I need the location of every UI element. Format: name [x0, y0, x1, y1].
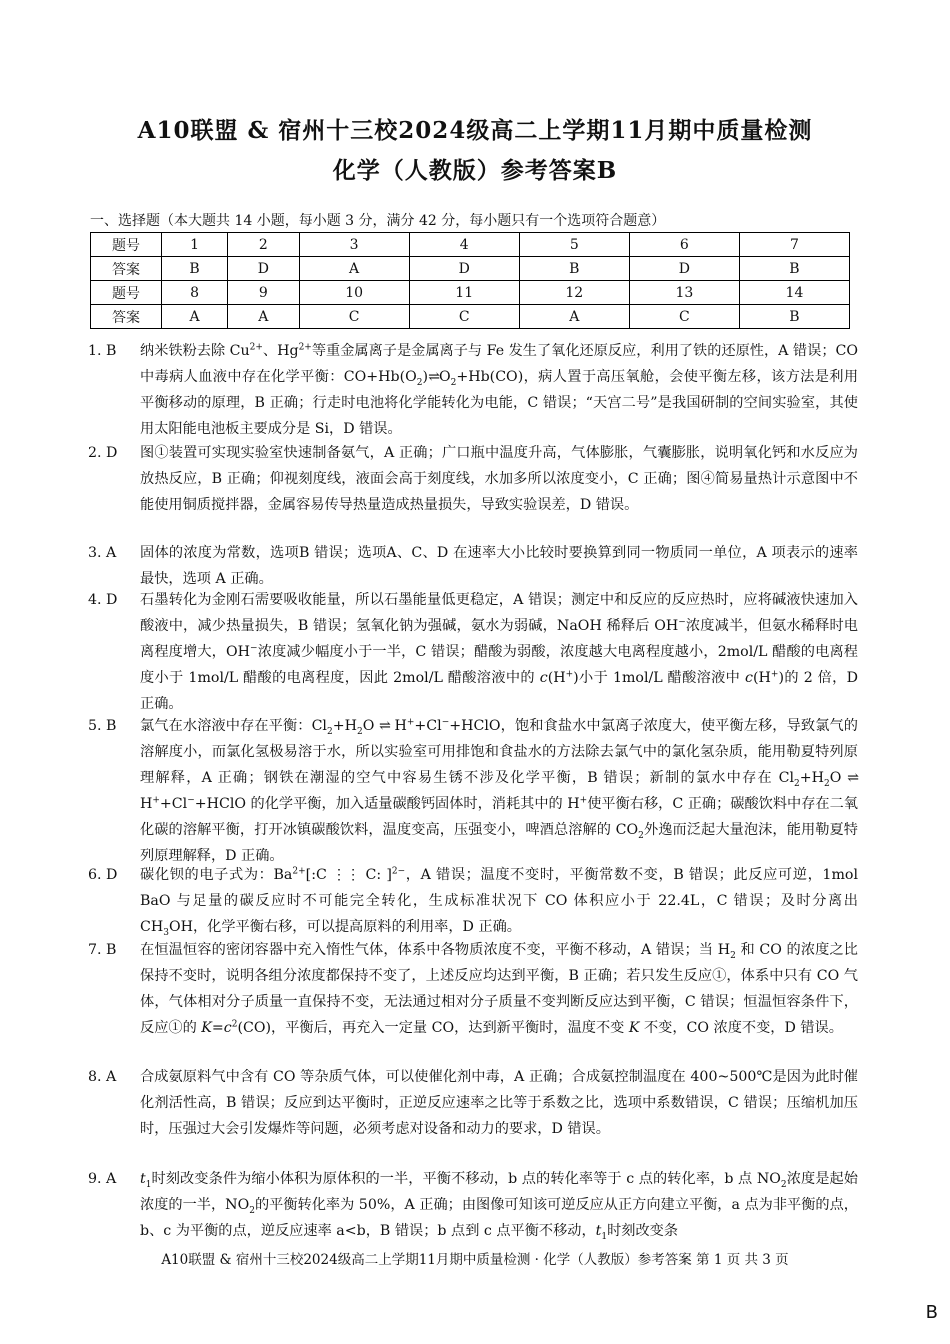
- table-cell: C: [299, 305, 409, 329]
- equilibrium-arrow-icon: ⇌: [428, 369, 439, 385]
- table-cell: B: [739, 305, 849, 329]
- table-cell: B: [519, 257, 629, 281]
- question-number: 6. D: [88, 867, 118, 883]
- answer-table: [90, 232, 850, 329]
- explanation: 石墨转化为金刚石需要吸收能量，所以石墨能量低更稳定，A 错误；测定中和反应的反应热时，应将碱液快速加入酸液中，减少热量损失，B 错误；氢氧化钠为强碱，氨水为弱碱，NaOH 稀释后 OH−浓度减半，但氨水稀释时电离程度增大，OH−浓度减少幅度小于一半，C 错误；醋酸为弱酸，浓度越大电离程度越小，2mol/L 醋酸的电离程度小于 1mol/L 醋酸的电离程度，因此 2mol/L 醋酸溶液中的 c(H+)小于 1mol/L 醋酸溶液中 c(H+)的 2 倍，D 正确。: [140, 592, 858, 712]
- question-number: 9. A: [88, 1171, 117, 1187]
- question-number: 2. D: [88, 445, 118, 461]
- table-cell: D: [228, 257, 300, 281]
- table-cell: 2: [228, 233, 300, 257]
- answer-item-4: [88, 587, 858, 717]
- table-cell: 11: [409, 281, 519, 305]
- table-cell: 1: [162, 233, 228, 257]
- question-number: 4. D: [88, 592, 118, 608]
- table-cell: 6: [629, 233, 739, 257]
- answer-item-8: [88, 1064, 858, 1142]
- question-number: 7. B: [88, 942, 117, 958]
- page-footer: A10联盟 & 宿州十三校2024级高二上学期11月期中质量检测 · 化学（人教版）参考答案 第 1 页 共 3 页: [161, 1252, 789, 1268]
- row-label: 答案: [91, 305, 162, 329]
- row-label: 题号: [91, 281, 162, 305]
- table-cell: 5: [519, 233, 629, 257]
- explanation: $t_1$时刻改变条件为缩小体积为原体积的一半，平衡不移动，b 点的转化率等于 c 点的转化率，b 点 $NO_2$浓度是起始浓度的一半，$NO_2$的平衡转化率为 50%，A 正确；由图像可知该可逆反应从正方向建立平衡，a 点为非平衡的点，b、c 为平衡的点，逆反应速率 a<b，B 错误；b 点到 c 点平衡不移动，$t_1$时刻改变条: [140, 1171, 858, 1242]
- page-title: A10联盟 & 宿州十三校2024级高二上学期11月期中质量检测: [137, 117, 813, 144]
- answer-item-1: [88, 338, 858, 442]
- question-number: 5. B: [88, 718, 117, 734]
- table-row: [91, 305, 850, 329]
- table-cell: 9: [228, 281, 300, 305]
- table-cell: A: [519, 305, 629, 329]
- answer-item-9: [88, 1166, 858, 1244]
- table-cell: 13: [629, 281, 739, 305]
- row-label: 题号: [91, 233, 162, 257]
- table-cell: A: [162, 305, 228, 329]
- table-cell: D: [629, 257, 739, 281]
- version-mark: B: [925, 1302, 938, 1323]
- table-cell: B: [162, 257, 228, 281]
- equilibrium-arrow-icon: ⇌: [378, 718, 390, 734]
- table-cell: 12: [519, 281, 629, 305]
- equilibrium-arrow-icon: ⇌: [847, 770, 858, 786]
- answer-item-6: [88, 862, 858, 940]
- table-cell: A: [299, 257, 409, 281]
- explanation: 碳化钡的电子式为：$Ba^{2+}[:C$ ⋮⋮ C: ]$^{2-}$，A 错误；温度不变时，平衡常数不变，B 错误；此反应可逆，1mol BaO 与足量的碳反应时不可能完全转化，生成标准状况下 CO 体积应小于 22.4L，C 错误；及时分离出 $CH_3OH$，化学平衡右移，可以提高原料的利用率，D 正确。: [140, 866, 858, 938]
- page-subtitle: 化学（人教版）参考答案B: [332, 157, 618, 184]
- table-row: [91, 257, 850, 281]
- table-cell: 3: [299, 233, 409, 257]
- table-cell: C: [409, 305, 519, 329]
- table-cell: B: [739, 257, 849, 281]
- table-cell: 4: [409, 233, 519, 257]
- explanation: 氯气在水溶液中存在平衡：$Cl_2+H_2O$ ⇌ H++Cl−+HClO，饱和食盐水中氯离子浓度大，使平衡左移，导致氯气的溶解度小，而氯化氢极易溶于水，所以实验室可用排饱和食盐水的方法除去氯气中的氯化氢杂质，能用勒夏特列原理解释，A 正确；钢铁在潮湿的空气中容易生锈不涉及化学平衡，B 错误；新制的氯水中存在 $Cl_2+H_2O$ ⇌ H++Cl−+HClO 的化学平衡，加入适量碳酸钙固体时，消耗其中的 H+使平衡右移，C 正确；碳酸饮料中存在二氧化碳的溶解平衡，打开冰镇碳酸饮料，温度变高，压强变小，啤酒总溶解的 $CO_2$外逸而泛起大量泡沫，能用勒夏特列原理解释，D 正确。: [140, 717, 858, 864]
- table-cell: 8: [162, 281, 228, 305]
- table-row: [91, 281, 850, 305]
- question-number: 8. A: [88, 1069, 117, 1085]
- table-cell: A: [228, 305, 300, 329]
- table-cell: 14: [739, 281, 849, 305]
- explanation: 在恒温恒容的密闭容器中充入惰性气体，体系中各物质浓度不变，平衡不移动，A 错误；当 $H_2$ 和 CO 的浓度之比保持不变时，说明各组分浓度都保持不变了，上述反应均达到平衡，B 正确；若只发生反应①，体系中只有 CO 气体，气体相对分子质量一直保持不变，无法通过相对分子质量不变判断反应达到平衡，C 错误；恒温恒容条件下，反应①的 $K=c^2(CO)$，平衡后，再充入一定量 CO，达到新平衡时，温度不变 K 不变，CO 浓度不变，D 错误。: [140, 942, 858, 1036]
- table-cell: C: [629, 305, 739, 329]
- answer-item-5: [88, 713, 858, 869]
- answer-item-3: [88, 540, 858, 592]
- explanation: 合成氨原料气中含有 CO 等杂质气体，可以使催化剂中毒，A 正确；合成氨控制温度在 400~500℃是因为此时催化剂活性高，B 错误；反应到达平衡时，正逆反应速率之比等于系数之比，选项中系数错误，C 错误；压缩机加压时，压强过大会引发爆炸等问题，必须考虑对设备和动力的要求，D 错误。: [140, 1069, 858, 1137]
- explanation: 纳米铁粉去除 $Cu^{2+}$、$Hg^{2+}$等重金属离子是金属离子与 Fe 发生了氧化还原反应，利用了铁的还原性，A 错误；CO 中毒病人血液中存在化学平衡：$CO+Hb(O_2)\rightleftharpoons O_2+Hb(CO)$，病人置于高压氧舱，会使平衡左移，该方法是利用平衡移动的原理，B 正确；行走时电池将化学能转化为电能，C 错误；“天宫二号”是我国研制的空间实验室，其使用太阳能电池板主要成分是 Si，D 错误。: [140, 342, 859, 437]
- table-cell: D: [409, 257, 519, 281]
- explanation: 图①装置可实现实验室快速制备氨气，A 正确；广口瓶中温度升高，气体膨胀，气囊膨胀，说明氧化钙和水反应为放热反应，B 正确；仰视刻度线，液面会高于刻度线，水加多所以浓度变小，C 正确；图④简易量热计示意图中不能使用铜质搅拌器，金属容易传导热量造成热量损失，导致实验误差，D 错误。: [140, 445, 858, 513]
- section-heading: 一、选择题（本大题共 14 小题，每小题 3 分，满分 42 分，每小题只有一个选项符合题意）: [90, 213, 666, 229]
- question-number: 1. B: [88, 343, 117, 359]
- question-number: 3. A: [88, 545, 117, 561]
- table-cell: 7: [739, 233, 849, 257]
- answer-item-7: [88, 937, 858, 1041]
- explanation: 固体的浓度为常数，选项B 错误；选项A、C、D 在速率大小比较时要换算到同一物质同一单位，A 项表示的速率最快，选项 A 正确。: [140, 545, 858, 587]
- table-row: [91, 233, 850, 257]
- answer-item-2: [88, 440, 858, 518]
- table-cell: 10: [299, 281, 409, 305]
- row-label: 答案: [91, 257, 162, 281]
